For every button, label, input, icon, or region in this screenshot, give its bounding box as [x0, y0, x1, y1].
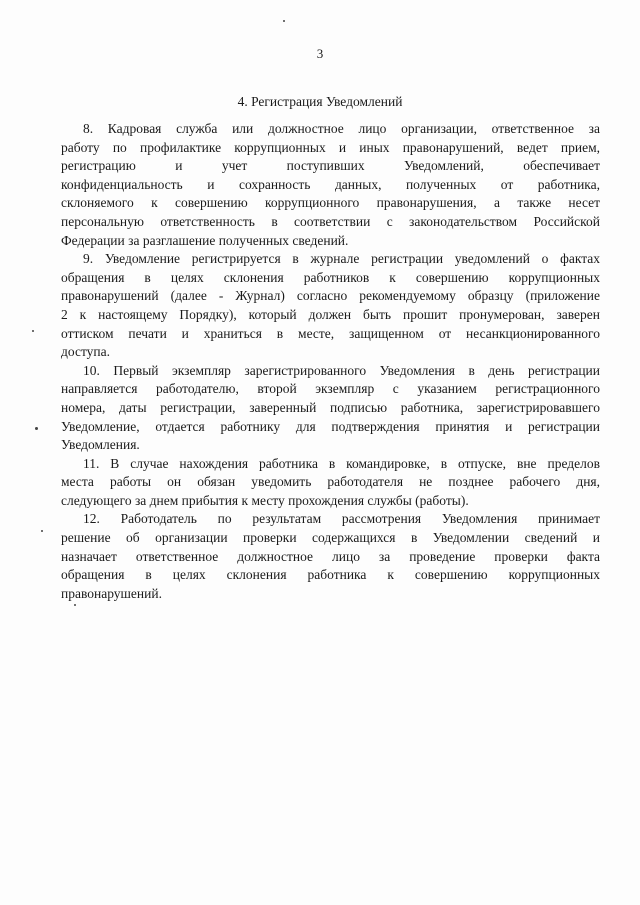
text-line: склоняемого к совершению коррупционного правонарушения, а также несет	[61, 195, 600, 211]
text-line: 10. Первый экземпляр зарегистрированного Уведомления в день регистрации	[83, 362, 600, 378]
text-line: 8. Кадровая служба или должностное лицо организации, ответственное за	[83, 121, 600, 136]
text-line: номера, даты регистрации, заверенный подписью работника, зарегистрировавшего	[61, 399, 600, 415]
text-line: оттиском печати и храниться в месте, защищенном от несанкционированного	[61, 325, 600, 341]
text-line: правонарушений (далее - Журнал) согласно рекомендуемому образцу (приложение	[61, 288, 600, 304]
paragraph-12	[61, 510, 600, 603]
scan-speck	[35, 427, 38, 430]
text-line: 9. Уведомление регистрируется в журнале регистрации уведомлений о фактах	[83, 251, 600, 267]
text-line: доступа.	[61, 344, 111, 360]
text-line: следующего за днем прибытия к месту прохождения службы (работы).	[61, 492, 469, 508]
text-line: 2 к настоящему Порядку), который должен быть прошит пронумерован, заверен	[61, 306, 600, 322]
scan-speck	[32, 330, 34, 332]
text-line: правонарушений.	[61, 585, 162, 601]
text-line: Уведомление, отдается работнику для подтверждения принятия и регистрации	[61, 418, 600, 434]
text-line: Федерации за разглашение полученных сведений.	[61, 232, 349, 248]
paragraph-10	[61, 362, 600, 455]
scan-speck	[41, 530, 43, 532]
text-line: обращения в целях склонения работников к совершению коррупционных	[61, 269, 600, 285]
document-body	[61, 120, 600, 603]
text-line: 11. В случае нахождения работника в командировке, в отпуске, вне пределов	[83, 455, 600, 471]
section-heading: 4. Регистрация Уведомлений	[237, 94, 403, 109]
text-line: направляется работодателю, второй экземпляр с указанием регистрационного	[61, 381, 600, 397]
page-number: 3	[316, 46, 324, 61]
text-line: места работы он обязан уведомить работодателя не позднее рабочего дня,	[61, 474, 600, 490]
scan-speck	[283, 20, 285, 22]
text-line: Уведомления.	[61, 437, 140, 453]
text-line: работу по профилактике коррупционных и иных правонарушений, ведет прием,	[61, 139, 600, 155]
paragraph-9	[61, 250, 600, 362]
text-line: решение об организации проверки содержащихся в Уведомлении сведений и	[61, 530, 600, 546]
text-line: конфиденциальность и сохранность данных, полученных от работника,	[61, 176, 600, 192]
paragraph-11	[61, 455, 600, 511]
text-line: персональную ответственность в соответствии с законодательством Российской	[61, 213, 600, 229]
text-line: назначает ответственное должностное лицо за проведение проверки факта	[61, 548, 600, 564]
text-line: 12. Работодатель по результатам рассмотрения Уведомления принимает	[83, 511, 600, 527]
paragraph-8	[61, 120, 600, 250]
scan-speck	[74, 604, 76, 606]
text-line: регистрацию и учет поступивших Уведомлений, обеспечивает	[61, 158, 600, 174]
text-line: обращения в целях склонения работника к совершению коррупционных	[61, 567, 600, 583]
